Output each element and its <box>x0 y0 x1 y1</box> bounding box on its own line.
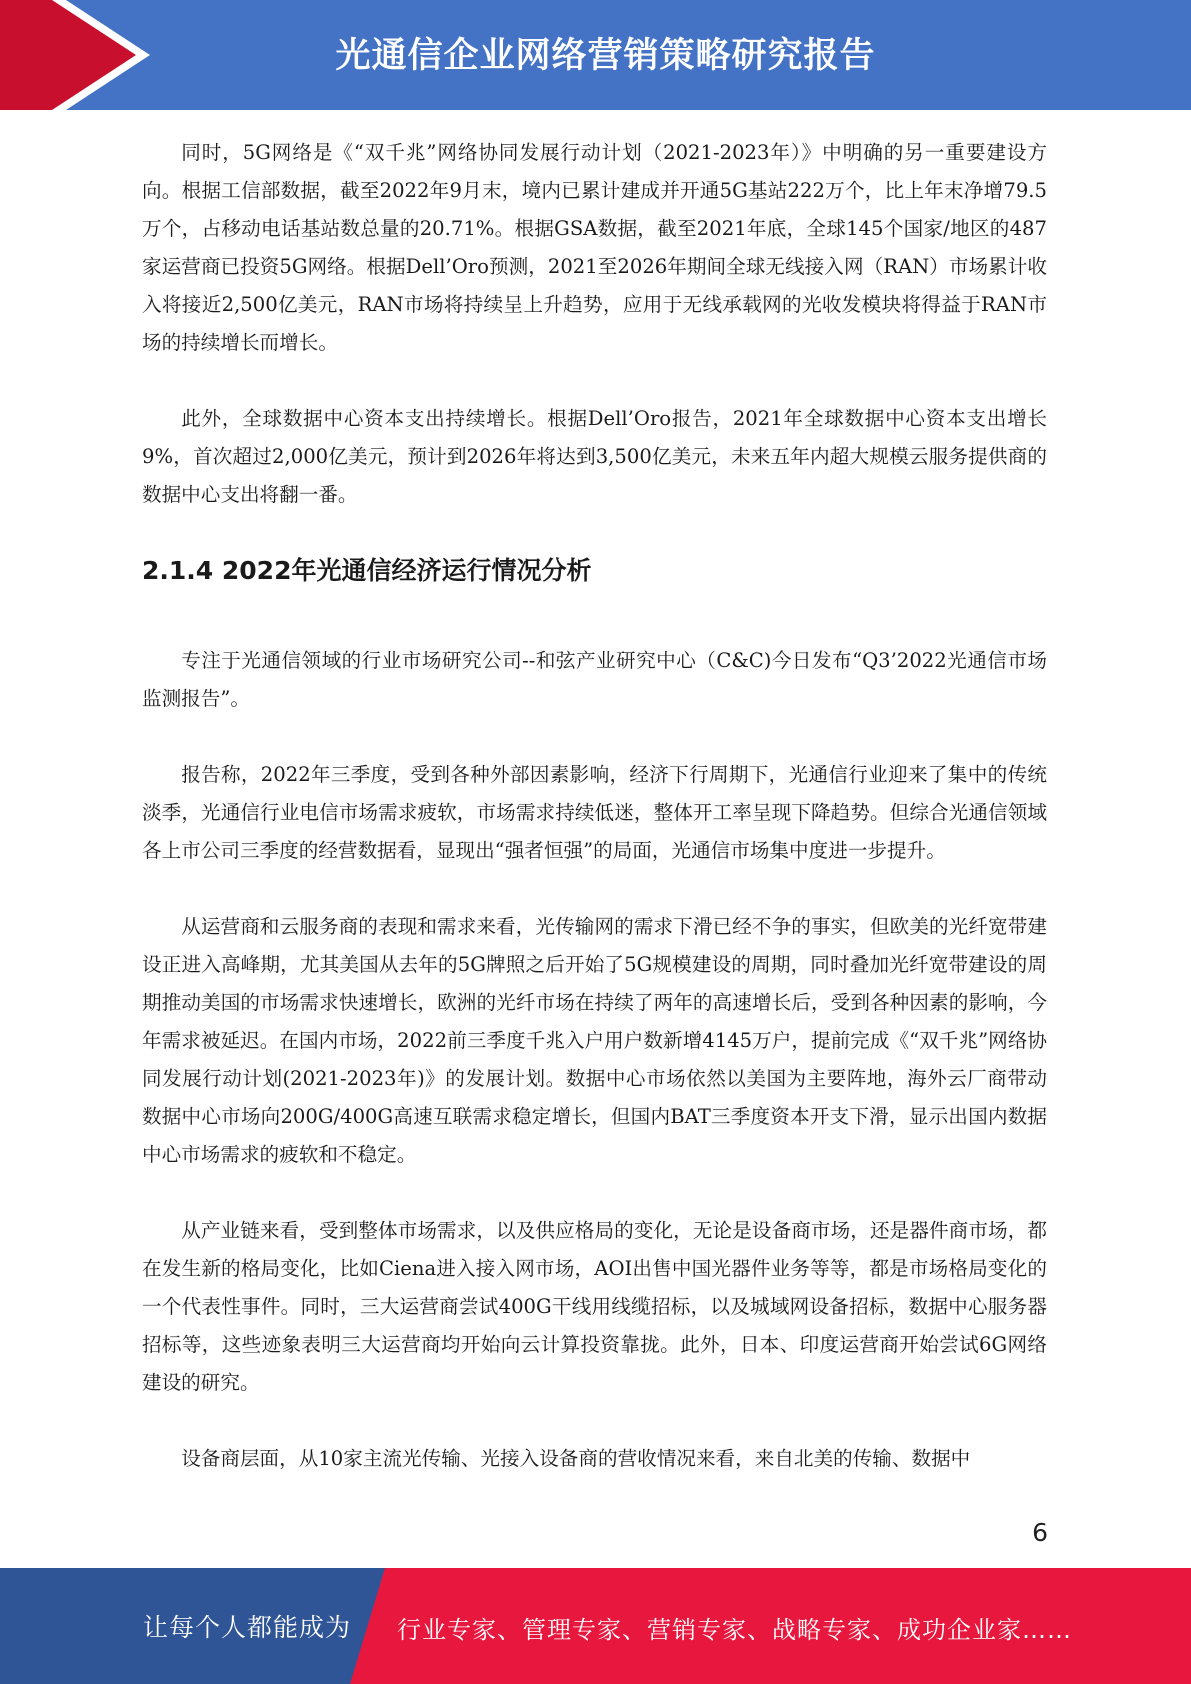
paragraph: 同时，5G网络是《“双千兆”网络协同发展行动计划（2021-2023年）》中明确的另一重要建设方向。根据工信部数据，截至2022年9月末，境内已累计建成并开通5G基站222万个，比上年末净增79.5万个，占移动电话基站数总量的20.71%。根据GSA数据，截至2021年底，全球145个国家/地区的487家运营商已投资5G网络。根据Dell’Oro预测，2021至2026年期间全球无线接入网（RAN）市场累计收入将接近2,500亿美元，RAN市场将持续呈上升趋势，应用于无线承载网的光收发模块将得益于RAN市场的持续增长而增长。 <box>142 141 1047 354</box>
footer-slogan-right: 行业专家、管理专家、营销专家、战略专家、成功企业家…… <box>397 1616 1072 1644</box>
report-body <box>142 134 1047 1516</box>
paragraph: 报告称，2022年三季度，受到各种外部因素影响，经济下行周期下，光通信行业迎来了集中的传统淡季，光通信行业电信市场需求疲软，市场需求持续低迷，整体开工率呈现下降趋势。但综合光通信领域各上市公司三季度的经营数据看，显现出“强者恒强”的局面，光通信市场集中度进一步提升。 <box>142 763 1047 862</box>
header-banner <box>0 0 1191 110</box>
document-title: 光通信企业网络营销策略研究报告 <box>335 36 876 76</box>
section-heading: 2.1.4 2022年光通信经济运行情况分析 <box>142 556 592 585</box>
footer-slogan-left: 让每个人都能成为 <box>143 1613 352 1642</box>
page-number: 6 <box>1032 1518 1048 1547</box>
footer-banner <box>0 1568 1191 1684</box>
paragraph: 从运营商和云服务商的表现和需求来看，光传输网的需求下滑已经不争的事实，但欧美的光纤宽带建设正进入高峰期，尤其美国从去年的5G牌照之后开始了5G规模建设的周期，同时叠加光纤宽带建设的周期推动美国的市场需求快速增长，欧洲的光纤市场在持续了两年的高速增长后，受到各种因素的影响，今年需求被延迟。在国内市场，2022前三季度千兆入户用户数新增4145万户，提前完成《“双千兆”网络协同发展行动计划(2021-2023年)》的发展计划。数据中心市场依然以美国为主要阵地，海外云厂商带动数据中心市场向200G/400G高速互联需求稳定增长，但国内BAT三季度资本开支下滑，显示出国内数据中心市场需求的疲软和不稳定。 <box>142 915 1047 1166</box>
paragraph: 此外，全球数据中心资本支出持续增长。根据Dell’Oro报告，2021年全球数据中心资本支出增长9%，首次超过2,000亿美元，预计到2026年将达到3,500亿美元，未来五年内超大规模云服务提供商的数据中心支出将翻一番。 <box>142 407 1047 506</box>
paragraph: 设备商层面，从10家主流光传输、光接入设备商的营收情况来看，来自北美的传输、数据中 <box>181 1447 971 1470</box>
paragraph: 从产业链来看，受到整体市场需求，以及供应格局的变化，无论是设备商市场，还是器件商市场，都在发生新的格局变化，比如Ciena进入接入网市场，AOI出售中国光器件业务等等，都是市场格局变化的一个代表性事件。同时，三大运营商尝试400G干线用线缆招标，以及城域网设备招标，数据中心服务器招标等，这些迹象表明三大运营商均开始向云计算投资靠拢。此外，日本、印度运营商开始尝试6G网络建设的研究。 <box>142 1219 1047 1394</box>
paragraph: 专注于光通信领域的行业市场研究公司--和弦产业研究中心（C&C)今日发布“Q3’2022光通信市场监测报告”。 <box>142 649 1047 710</box>
